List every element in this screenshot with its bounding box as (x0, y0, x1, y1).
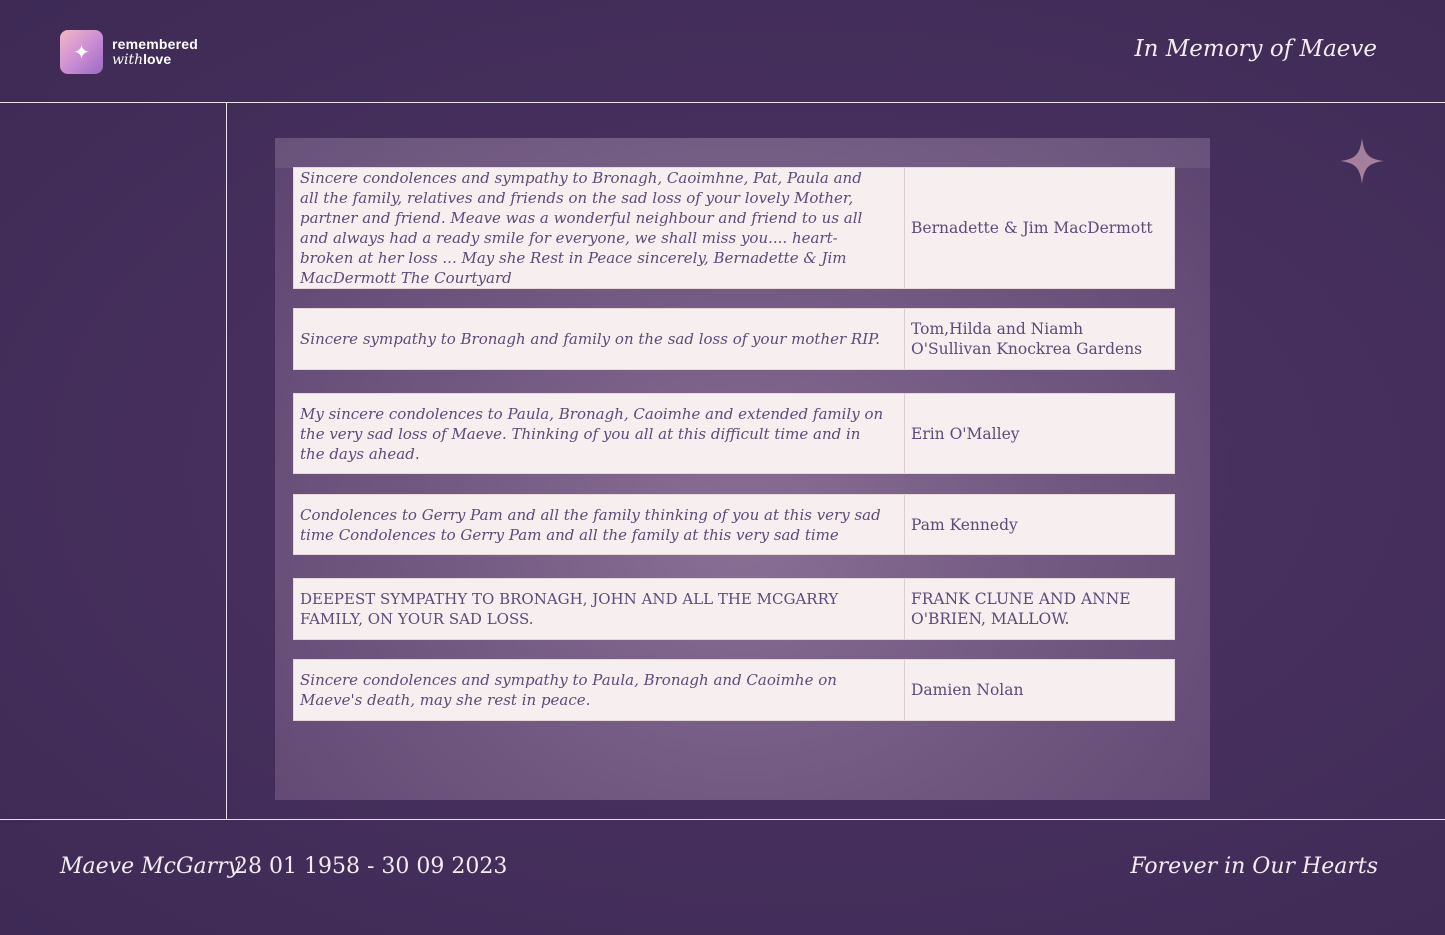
condolence-message: Sincere condolences and sympathy to Bronagh, Caoimhne, Pat, Paula and all the family, relatives and friends on the sad loss of your lovely Mother, partner and friend. Meave was a wonderful neighbour and friend to us all and always had a ready smile for everyone, we shall miss you.... heart- broken at her loss ... May she Rest in Peace sincerely, Bernadette & Jim MacDermott The Courtyard (294, 168, 905, 288)
condolence-row (293, 494, 1175, 555)
condolence-row (293, 167, 1175, 289)
four-point-star-icon (1340, 138, 1384, 184)
brand-love: love (143, 50, 172, 67)
footer-tagline: Forever in Our Hearts (1130, 854, 1378, 879)
condolence-message: Condolences to Gerry Pam and all the family thinking of you at this very sad time Condolences to Gerry Pam and all the family at this very sad time (294, 495, 905, 554)
condolence-author: Erin O'Malley (911, 424, 1020, 443)
top-bar (0, 0, 1445, 103)
condolence-row (293, 393, 1175, 474)
condolence-message: Sincere sympathy to Bronagh and family on the sad loss of your mother RIP. (294, 309, 905, 369)
condolence-author: Tom,Hilda and Niamh O'Sullivan Knockrea Gardens (911, 320, 1143, 358)
condolence-row (293, 308, 1175, 370)
condolence-author: Pam Kennedy (911, 515, 1018, 534)
page-title: In Memory of Maeve (1134, 36, 1377, 62)
condolence-message: DEEPEST SYMPATHY TO BRONAGH, JOHN AND ALL THE MCGARRY FAMILY, ON YOUR SAD LOSS. (294, 579, 905, 639)
life-dates: 28 01 1958 - 30 09 2023 (234, 854, 508, 879)
condolence-row (293, 659, 1175, 721)
condolence-message: Sincere condolences and sympathy to Paula, Bronagh and Caoimhe on Maeve's death, may she rest in peace. (294, 660, 905, 720)
deceased-name: Maeve McGarry (60, 854, 241, 879)
condolence-row (293, 578, 1175, 640)
left-column (0, 103, 227, 820)
condolence-message: My sincere condolences to Paula, Bronagh, Caoimhe and extended family on the very sad loss of Maeve. Thinking of you all at this difficult time and in the days ahead. (294, 394, 905, 473)
brand-line1: remembered (112, 35, 199, 52)
sparkle-logo-icon: ✦ (60, 30, 103, 74)
condolence-author: Damien Nolan (911, 681, 1024, 699)
brand-wordmark (112, 37, 198, 68)
brand-line2 (112, 52, 198, 68)
brand-with: with (112, 51, 144, 68)
condolence-author: FRANK CLUNE AND ANNE O'BRIEN, MALLOW. (911, 590, 1131, 628)
panel-top-shade (275, 138, 1210, 168)
condolence-author: Bernadette & Jim MacDermott (911, 219, 1153, 237)
brand-logo[interactable] (60, 30, 198, 74)
